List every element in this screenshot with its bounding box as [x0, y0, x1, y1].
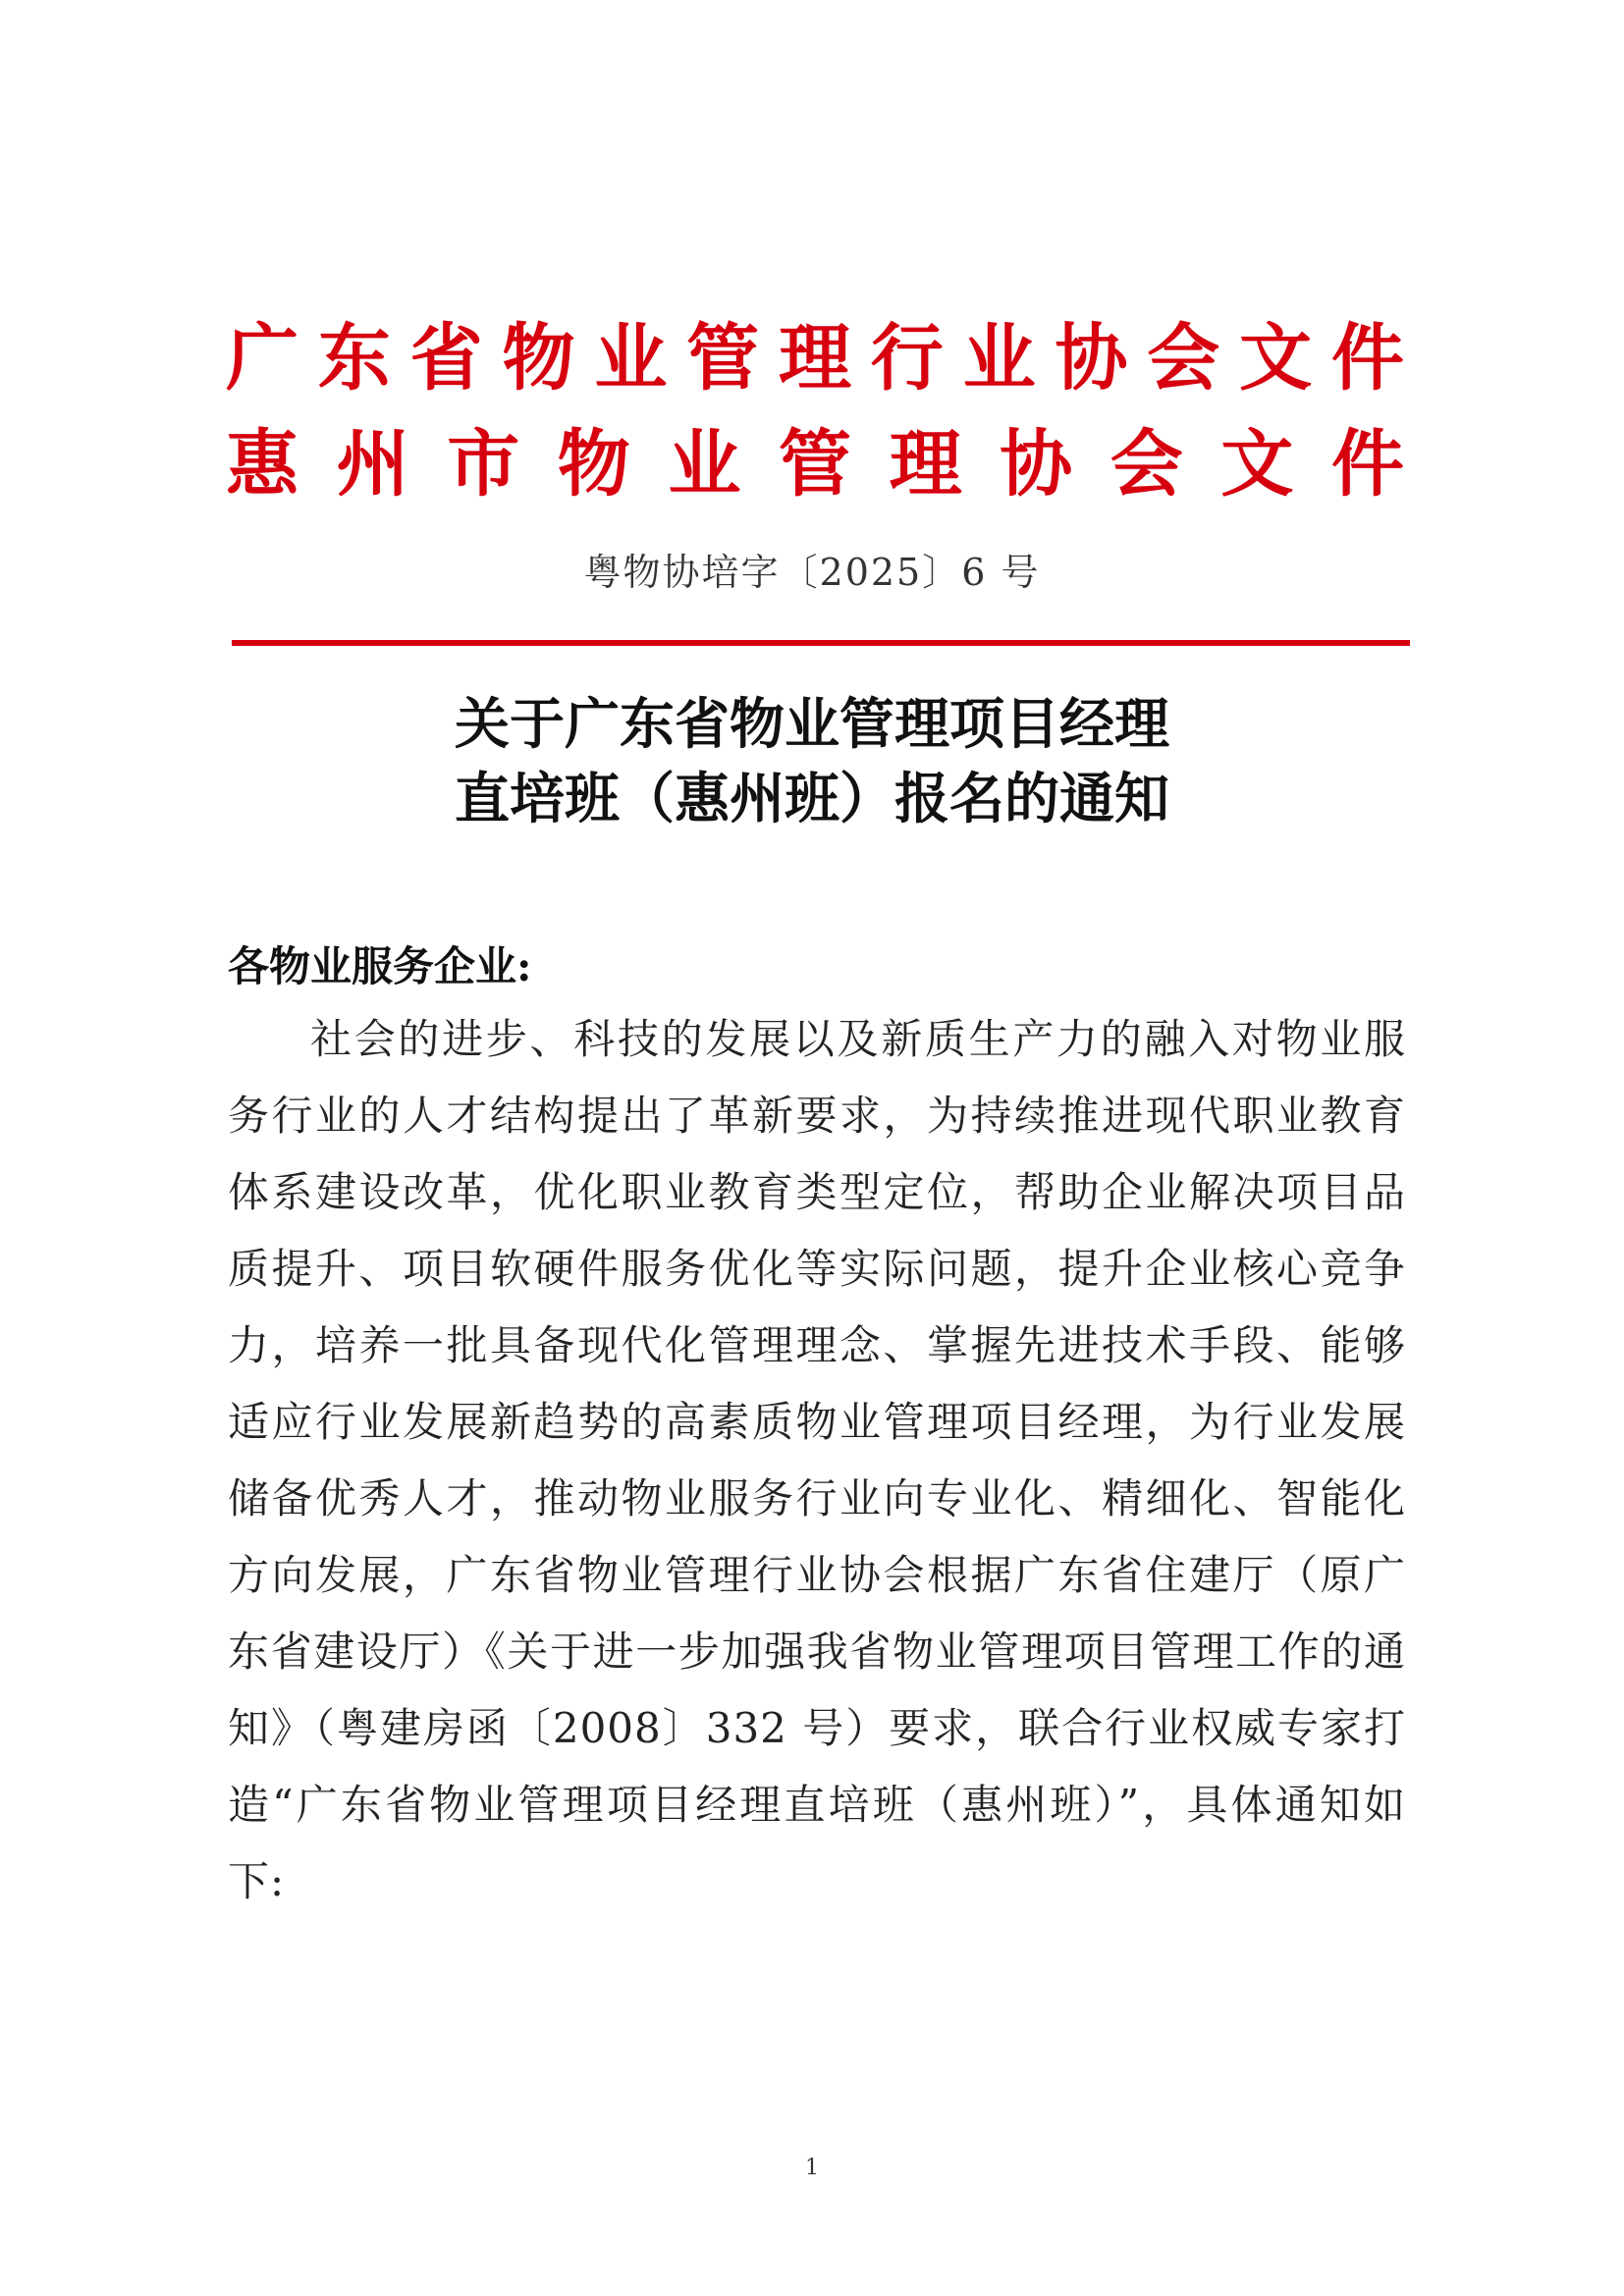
document-title-line-2: 直培班（惠州班）报名的通知 — [455, 767, 1169, 831]
header-char: 州 — [336, 422, 409, 507]
salutation: 各物业服务企业: — [228, 942, 532, 990]
issuer-header-line-1 — [226, 316, 1404, 400]
document-number: 粤物协培字〔2025〕6 号 — [583, 551, 1041, 594]
body-paragraph: 社会的进步、科技的发展以及新质生产力的融入对物业服务行业的人才结构提出了革新要求，为持续推进现代职业教育体系建设改革，优化职业教育类型定位，帮助企业解决项目品质提升、项目软硬件服务优化等实际问题，提升企业核心竞争力，培养一批具备现代化管理理念、掌握先进技术手段、能够适应行业发展新趋势的高素质物业管理项目经理，为行业发展储备优秀人才，推动物业服务行业向专业化、精细化、智能化方向发展，广东省物业管理行业协会根据广东省住建厅（原广东省建设厅）《关于进一步加强我省物业管理项目管理工作的通知》（粤建房函〔2008〕332 号）要求，联合行业权威专家打造“广东省物业管理项目经理直培班（惠州班）”，具体通知如下: — [228, 1015, 1406, 1905]
header-divider — [232, 640, 1410, 646]
header-char: 物 — [502, 316, 575, 400]
header-char: 会 — [1110, 422, 1183, 507]
header-char: 广 — [226, 316, 298, 400]
header-char: 惠 — [226, 422, 298, 507]
header-char: 文 — [1239, 316, 1313, 400]
header-char: 业 — [668, 422, 741, 507]
header-char: 管 — [686, 316, 760, 400]
header-char: 省 — [409, 316, 483, 400]
header-char: 市 — [447, 422, 520, 507]
header-char: 业 — [962, 316, 1036, 400]
header-char: 件 — [1330, 422, 1404, 507]
page-number: 1 — [805, 2156, 819, 2180]
header-char: 理 — [889, 422, 962, 507]
document-title-line-1: 关于广东省物业管理项目经理 — [455, 692, 1169, 757]
header-char: 业 — [594, 316, 668, 400]
header-char: 文 — [1220, 422, 1294, 507]
header-char: 东 — [317, 316, 391, 400]
header-char: 物 — [557, 422, 630, 507]
header-char: 理 — [778, 316, 851, 400]
issuer-header-line-2 — [226, 422, 1404, 507]
header-char: 管 — [778, 422, 851, 507]
header-char: 协 — [1000, 422, 1073, 507]
header-char: 协 — [1055, 316, 1128, 400]
header-char: 会 — [1147, 316, 1220, 400]
header-char: 行 — [870, 316, 944, 400]
header-char: 件 — [1330, 316, 1404, 400]
